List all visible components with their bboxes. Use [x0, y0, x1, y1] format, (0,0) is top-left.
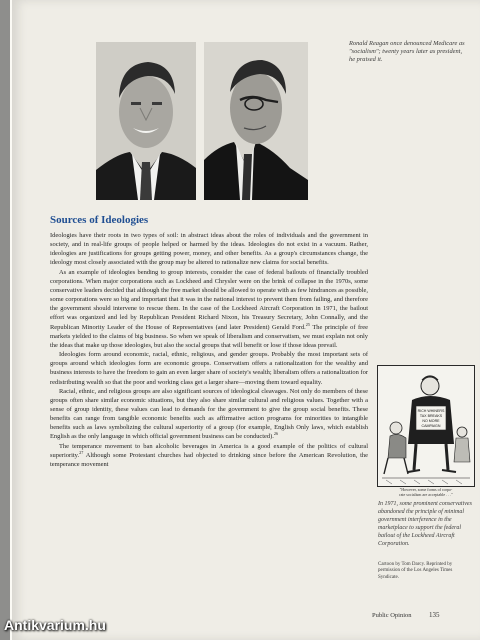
- paragraph-5-text: The temperance movement to ban alcoholic beverages in America is a good example of the politics of cultural superiority.: [50, 442, 368, 459]
- reagan-portrait-right-image: [204, 42, 308, 200]
- paragraph-5-tail: Although some Protestant churches had objected to drinking since before the American Revolution, the temperance movement: [50, 451, 368, 468]
- cartoon-credit: Cartoon by Tom Darcy. Reprinted by permission of the Los Angeles Times Syndicate.: [378, 562, 453, 580]
- paragraph-5: [50, 442, 368, 469]
- footnote-ref-26: 26: [273, 431, 279, 437]
- cartoon-caption: [384, 487, 468, 497]
- cartoon-sign-line-4: CAMPAIGN: [421, 424, 441, 428]
- paragraph-2: [50, 268, 368, 350]
- reagan-photo-left: [96, 42, 196, 200]
- paragraph-1: Ideologies have their roots in two types of soil: in abstract ideas about the roles of individuals and the government in society, and in real-life groups of people helped or harmed by the ideas. Ideologies do not exist in a vacuum. Rather, ideologies are justifications for groups getting power, money, and other benefits. As a group's circumstances change, the ideology most closely associated with the group may be altered to rationalize new claims for social benefits.: [50, 232, 368, 267]
- footnote-ref-25: 25: [305, 321, 310, 327]
- running-footer-title: Public Opinion: [372, 612, 412, 619]
- cartoon-caption-line-1: "However, some forms of corpo-: [399, 487, 453, 492]
- reagan-photo-right: [204, 42, 308, 200]
- section-heading: Sources of Ideologies: [50, 214, 149, 226]
- paragraph-2-text: As an example of ideologies bending to group interests, consider the case of federal bailouts of financially troubled corporations. When major corporations such as Lockheed and Chrysler were on the brink of collapse in the 1970s, some conservative leaders decided that although the free market should be allowed to operate with as few hindrances as possible, some corporations were so big and important that it was in the national interest to prevent them from failing, and therefore the government should intervene to rescue them. In the case of the Lockheed Aircraft Corporation in 1971, the bailout effort was organized and led by Republican President Richard Nixon, his Treasury Secretary, John Connally, and the Republican Minority Leader of the House of Representatives (and later President) Gerald Ford.: [50, 268, 368, 331]
- body-text: [50, 231, 368, 469]
- paragraph-4: [50, 387, 368, 442]
- cartoon-side-caption: In 1971, some prominent conservatives abandoned the principle of minimal government interference in the marketplace to support the federal bailout of the Lockheed Aircraft Corporation.: [378, 501, 472, 547]
- paragraph-2-tail: The principle of free markets yielded to the claims of big business. So when we speak of liberalism and conservatism, we must explain not only the ideas that make up those ideologies, but also the social groups that will benefit or lose if those ideas prevail.: [50, 323, 368, 349]
- cartoon-sign-line-2: TAX BREAKS: [419, 414, 443, 418]
- photo-caption: Ronald Reagan once denounced Medicare as "socialism"; twenty years later as president, he praised it.: [349, 40, 465, 64]
- reagan-portrait-left-image: [96, 42, 196, 200]
- book-page: [10, 0, 480, 640]
- cartoon-sign-line-1: RICH WHINERS: [417, 409, 445, 413]
- cartoon-sign-line-3: NO MORE: [422, 419, 440, 423]
- footnote-ref-27: 27: [79, 449, 84, 455]
- page-number: 135: [429, 611, 440, 619]
- cartoon-drawing: [378, 366, 474, 486]
- watermark-logo: Antikvarium.hu: [4, 617, 106, 633]
- paragraph-4-text: Racial, ethnic, and religious groups are also significant sources of ideological cleavages. Not only do members of these groups often share similar economic situations, but they also share similar cultural and religious values. Together with a sense of group identity, these values can lead to demands for the government to give the group social benefits. These benefits can range from tangible economic benefits such as affirmative action programs for minorities to intangible benefits such as laws symbolizing the cultural superiority of a group (for example, English Only laws, which establish English as the only language in which official government business can be conducted).: [50, 387, 368, 441]
- editorial-cartoon: [377, 365, 475, 487]
- paragraph-3: Ideologies form around economic, racial, ethnic, religious, and gender groups. Probably the most important sets of groups around which ideologies form are economic groups. Conservatism offers a rationalization for the wealthy and business interests to have the freedom to gain an even larger share of society's wealth; liberalism offers a rationalization for redistributing wealth so that the poor and working class get a larger share—moving them toward equality.: [50, 351, 368, 386]
- cartoon-caption-line-2: rate socialism are acceptable . . .": [399, 492, 453, 497]
